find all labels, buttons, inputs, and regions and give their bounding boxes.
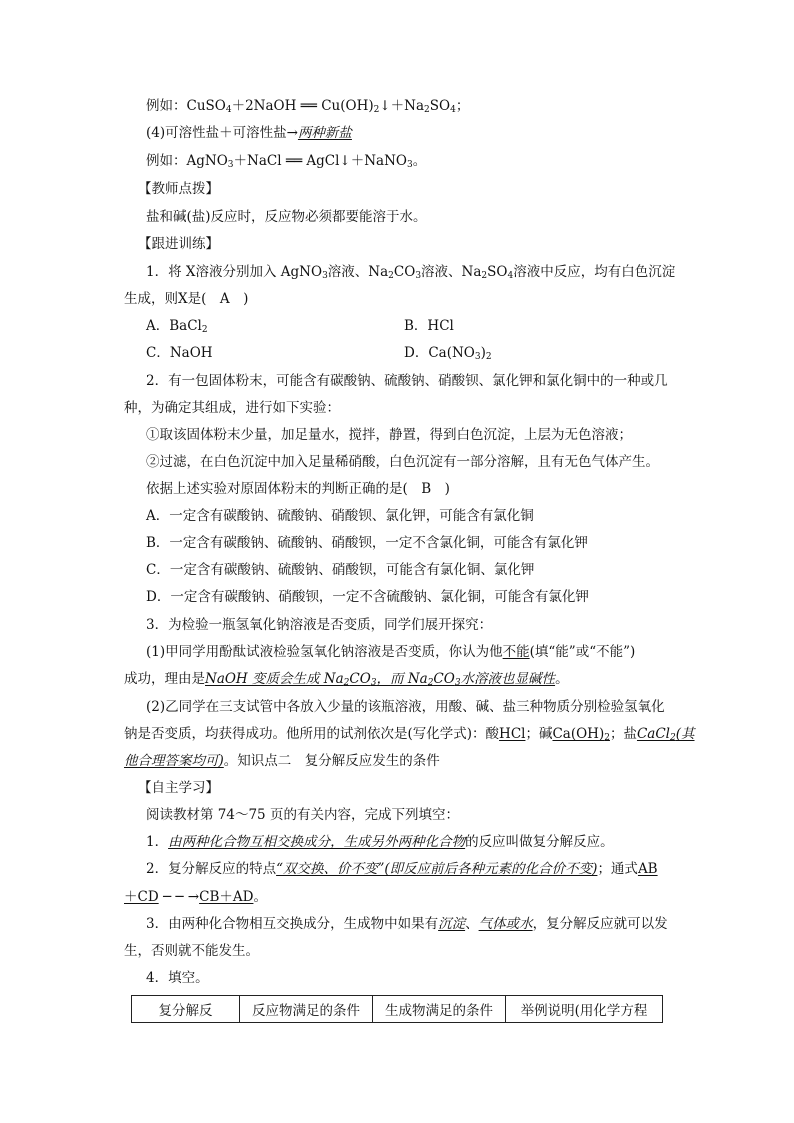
example-equation-2: 例如：AgNO$_3$＋NaCl ══ AgCl↓＋NaNO$_3$。 [146, 153, 427, 170]
table-header-cell: 复分解反 [132, 996, 240, 1023]
example-equation-1: 例如：CuSO$_4$＋2NaOH ══ $Cu(OH)_2↓+Na_2SO_4$； [146, 98, 470, 115]
self-study-heading: 【自主学习】 [138, 780, 219, 796]
rule-4-answer: 两种新盐 [297, 125, 352, 141]
rule-4-text: (4)可溶性盐＋可溶性盐→ [146, 125, 298, 141]
q3-answer-salt: CaCl$_2$(其 [636, 726, 695, 743]
q1-option-a: A．BaCl$_2$ [146, 318, 208, 335]
fill-1: 1．由两种化合物互相交换成分，生成另外两种化合物的反应叫做复分解反应。 [146, 834, 614, 850]
q1-option-b: B．HCl [404, 318, 454, 334]
fill-2-cont: ＋CD ─ ─ →CB＋AD。 [124, 889, 267, 905]
q3-answer-1: 不能 [502, 644, 530, 660]
fill-4: 4．填空。 [146, 970, 209, 986]
conditions-table [131, 995, 663, 1023]
question-2-stem: 2．有一包固体粉末，可能含有碳酸钠、硫酸钠、硝酸钡、氯化钾和氯化铜中的一种或几 [146, 373, 668, 389]
q1-option-d: D．$Ca(NO_3)_2$ [404, 345, 492, 362]
question-1-stem-cont: 生成，则X是( A ) [124, 291, 249, 307]
teacher-tip-text: 盐和碱(盐)反应时，反应物必须都要能溶于水。 [146, 209, 427, 225]
q3-answer-base: $Ca(OH)_2$ [552, 726, 610, 743]
fill-3-cont: 生，否则就不能发生。 [124, 943, 259, 959]
q3-answer-reason: NaOH 变质会生成 $Na_2CO_3$，而 $Na_2CO_3$水溶液也显碱性 [205, 671, 556, 688]
rule-4 [146, 124, 352, 142]
table-header-cell: 举例说明(用化学方程 [506, 996, 663, 1023]
teacher-tip-heading: 【教师点拨】 [138, 181, 219, 197]
q2-option-d: D．一定含有碳酸钠、硝酸钡，一定不含硫酸钠、氯化铜，可能含有氯化钾 [146, 589, 589, 605]
fill-1-answer: 由两种化合物互相交换成分，生成另外两种化合物 [168, 834, 466, 850]
question-2-stem-cont: 种，为确定其组成，进行如下实验： [124, 400, 340, 416]
q2-step-1: ①取该固体粉末少量，加足量水，搅拌，静置，得到白色沉淀，上层为无色溶液； [146, 427, 632, 443]
q3-part-1: (1)甲同学用酚酞试液检验氢氧化钠溶液是否变质，你认为他不能(填“能”或“不能”) [146, 644, 636, 660]
table-header-row [132, 996, 663, 1023]
q2-option-c: C．一定含有碳酸钠、硫酸钠、硝酸钡，可能含有氯化铜、氯化钾 [146, 562, 535, 578]
question-3-stem: 3．为检验一瓶氢氧化钠溶液是否变质，同学们展开探究： [146, 617, 493, 633]
fill-3: 3．由两种化合物相互交换成分，生成物中如果有沉淀、气体或水，复分解反应就可以发 [146, 916, 668, 932]
q1-option-c: C．NaOH [146, 345, 213, 361]
table-header-cell: 反应物满足的条件 [240, 996, 373, 1023]
q3-answer-acid: HCl [499, 726, 526, 742]
question-1-stem: 1．将 X溶液分别加入 AgNO$_3$溶液、$Na_2CO_3$溶液、$Na_2SO_4$溶液中反应，均有白色沉淀 [146, 264, 676, 281]
q2-option-b: B．一定含有碳酸钠、硫酸钠、硝酸钡，一定不含氯化铜，可能含有氯化钾 [146, 535, 588, 551]
q2-option-a: A．一定含有碳酸钠、硫酸钠、硝酸钡、氯化钾，可能含有氯化铜 [146, 508, 534, 524]
self-study-intro: 阅读教材第 74～75 页的有关内容，完成下列填空： [146, 807, 459, 823]
q2-step-2: ②过滤，在白色沉淀中加入足量稀硝酸，白色沉淀有一部分溶解，且有无色气体产生。 [146, 454, 659, 470]
fill-2-answer: “双交换、价不变”(即反应前后各种元素的化合价不变) [276, 861, 598, 877]
q3-part-2: (2)乙同学在三支试管中各放入少量的该瓶溶液，用酸、碱、盐三种物质分别检验氢氧化 [146, 699, 665, 715]
fill-2: 2．复分解反应的特点“双交换、价不变”(即反应前后各种元素的化合价不变)；通式AB [146, 861, 658, 877]
table-header-cell: 生成物满足的条件 [373, 996, 506, 1023]
q3-part-1-cont: 成功，理由是NaOH 变质会生成 $Na_2CO_3$，而 $Na_2CO_3$水溶液也显碱性。 [124, 671, 569, 688]
q3-part-2-cont: 钠是否变质，均获得成功。他所用的试剂依次是(写化学式)：酸HCl；碱$Ca(OH)_2$；盐CaCl$_2$(其 [124, 726, 695, 743]
q3-part-2-end: 他合理答案均可)。知识点二 复分解反应发生的条件 [124, 753, 440, 769]
practice-heading: 【跟进训练】 [138, 236, 219, 252]
q2-question: 依据上述实验对原固体粉末的判断正确的是( B ) [146, 481, 450, 497]
